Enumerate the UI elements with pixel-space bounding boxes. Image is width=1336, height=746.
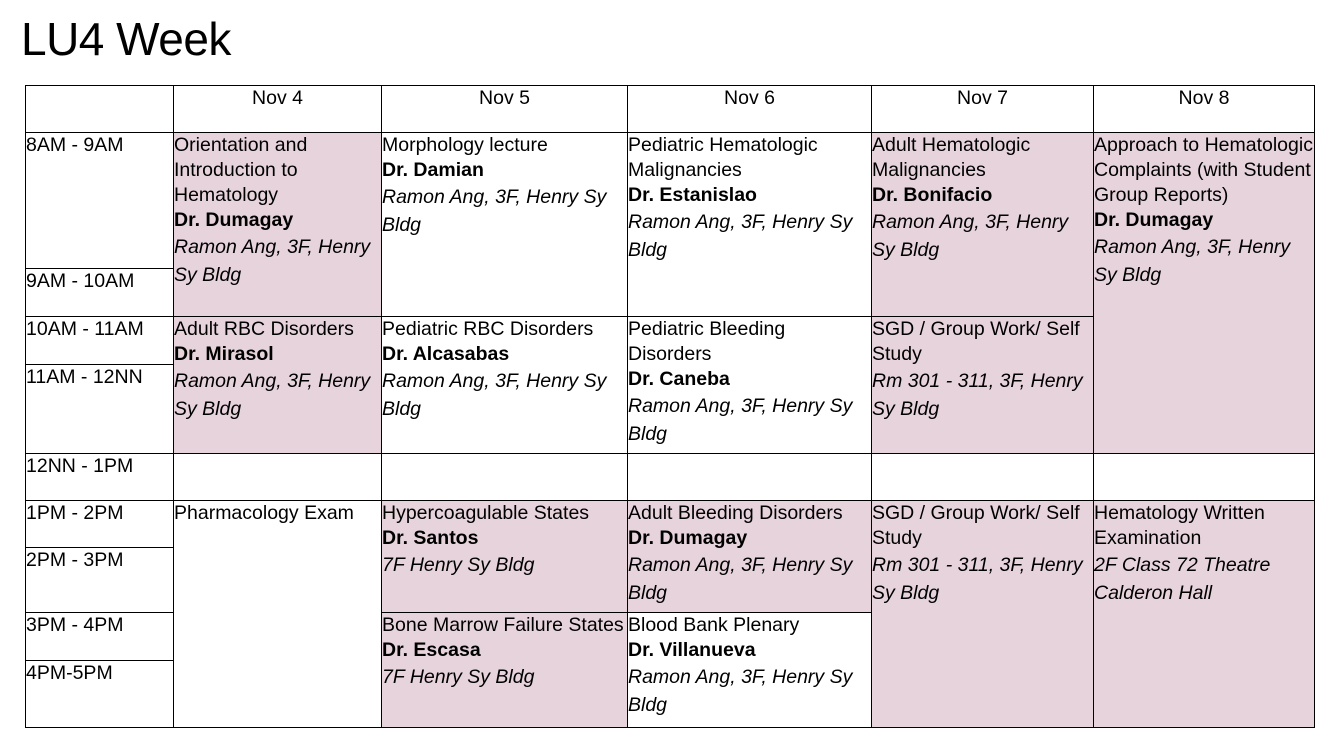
empty-cell (872, 454, 1094, 501)
event-topic: Adult RBC Disorders (174, 318, 354, 340)
time-slot: 12NN - 1PM (26, 454, 174, 501)
event-venue: Ramon Ang, 3F, Henry Sy Bldg (174, 370, 371, 420)
event-lecturer: Dr. Alcasabas (382, 343, 510, 365)
event-topic: Blood Bank Plenary (628, 614, 800, 636)
time-slot: 2PM - 3PM (26, 548, 174, 613)
time-slot: 1PM - 2PM (26, 501, 174, 548)
event-topic: Bone Marrow Failure States (382, 614, 624, 636)
event-cell (382, 133, 628, 317)
event-cell (872, 317, 1094, 454)
event-venue: Ramon Ang, 3F, Henry Sy Bldg (174, 236, 371, 286)
corner-cell (26, 86, 174, 133)
event-topic: SGD / Group Work/ Self Study (872, 502, 1080, 549)
event-cell (1094, 133, 1315, 454)
event-cell (628, 613, 872, 728)
event-cell (174, 317, 382, 454)
day-header: Nov 6 (628, 86, 872, 133)
event-lecturer: Dr. Estanislao (628, 184, 757, 206)
empty-cell (1094, 454, 1315, 501)
event-venue: Ramon Ang, 3F, Henry Sy Bldg (628, 211, 853, 261)
event-lecturer: Dr. Escasa (382, 639, 481, 661)
time-slot: 8AM - 9AM (26, 133, 174, 269)
event-venue: Ramon Ang, 3F, Henry Sy Bldg (382, 370, 607, 420)
event-cell (872, 133, 1094, 317)
event-lecturer: Dr. Dumagay (628, 527, 748, 549)
event-topic: Morphology lecture (382, 134, 548, 156)
event-lecturer: Dr. Santos (382, 527, 479, 549)
time-slot: 4PM-5PM (26, 661, 174, 728)
event-venue: 7F Henry Sy Bldg (382, 666, 535, 688)
time-slot: 9AM - 10AM (26, 269, 174, 317)
event-topic: Approach to Hematologic Complaints (with Student Group Reports) (1094, 134, 1313, 206)
event-topic: Pediatric RBC Disorders (382, 318, 594, 340)
day-header: Nov 5 (382, 86, 628, 133)
event-venue: Ramon Ang, 3F, Henry Sy Bldg (628, 666, 853, 716)
day-header: Nov 7 (872, 86, 1094, 133)
event-venue: Ramon Ang, 3F, Henry Sy Bldg (628, 554, 853, 604)
day-header: Nov 8 (1094, 86, 1315, 133)
event-topic: Pediatric Hematologic Malignancies (628, 134, 818, 181)
event-cell (174, 133, 382, 317)
event-cell (382, 317, 628, 454)
event-topic: Pharmacology Exam (174, 502, 354, 524)
event-topic: Hematology Written Examination (1094, 502, 1265, 549)
event-venue: Rm 301 - 311, 3F, Henry Sy Bldg (872, 554, 1083, 604)
event-venue: 2F Class 72 Theatre Calderon Hall (1094, 554, 1271, 604)
event-lecturer: Dr. Mirasol (174, 343, 274, 365)
event-cell (1094, 501, 1315, 728)
time-slot: 10AM - 11AM (26, 317, 174, 365)
event-lecturer: Dr. Villanueva (628, 639, 756, 661)
event-venue: Ramon Ang, 3F, Henry Sy Bldg (872, 211, 1069, 261)
event-cell (628, 317, 872, 454)
event-lecturer: Dr. Damian (382, 159, 484, 181)
event-topic: Orientation and Introduction to Hematology (174, 134, 308, 206)
event-topic: Adult Hematologic Malignancies (872, 134, 1031, 181)
event-venue: Ramon Ang, 3F, Henry Sy Bldg (1094, 236, 1291, 286)
time-slot: 3PM - 4PM (26, 613, 174, 661)
day-header: Nov 4 (174, 86, 382, 133)
event-venue: Ramon Ang, 3F, Henry Sy Bldg (382, 186, 607, 236)
page-title: LU4 Week (21, 13, 231, 65)
event-cell (382, 613, 628, 728)
event-cell (872, 501, 1094, 728)
empty-cell (174, 454, 382, 501)
event-lecturer: Dr. Dumagay (1094, 209, 1214, 231)
event-cell (628, 133, 872, 317)
event-topic: SGD / Group Work/ Self Study (872, 318, 1080, 365)
empty-cell (628, 454, 872, 501)
event-lecturer: Dr. Dumagay (174, 209, 294, 231)
event-topic: Adult Bleeding Disorders (628, 502, 843, 524)
time-slot: 11AM - 12NN (26, 365, 174, 454)
event-topic: Hypercoagulable States (382, 502, 590, 524)
event-venue: 7F Henry Sy Bldg (382, 554, 535, 576)
event-cell (628, 501, 872, 613)
event-lecturer: Dr. Bonifacio (872, 184, 993, 206)
event-cell (174, 501, 382, 728)
event-topic: Pediatric Bleeding Disorders (628, 318, 786, 365)
event-lecturer: Dr. Caneba (628, 368, 730, 390)
empty-cell (382, 454, 628, 501)
event-venue: Rm 301 - 311, 3F, Henry Sy Bldg (872, 370, 1083, 420)
event-venue: Ramon Ang, 3F, Henry Sy Bldg (628, 395, 853, 445)
event-cell (382, 501, 628, 613)
schedule-table (25, 85, 1315, 728)
